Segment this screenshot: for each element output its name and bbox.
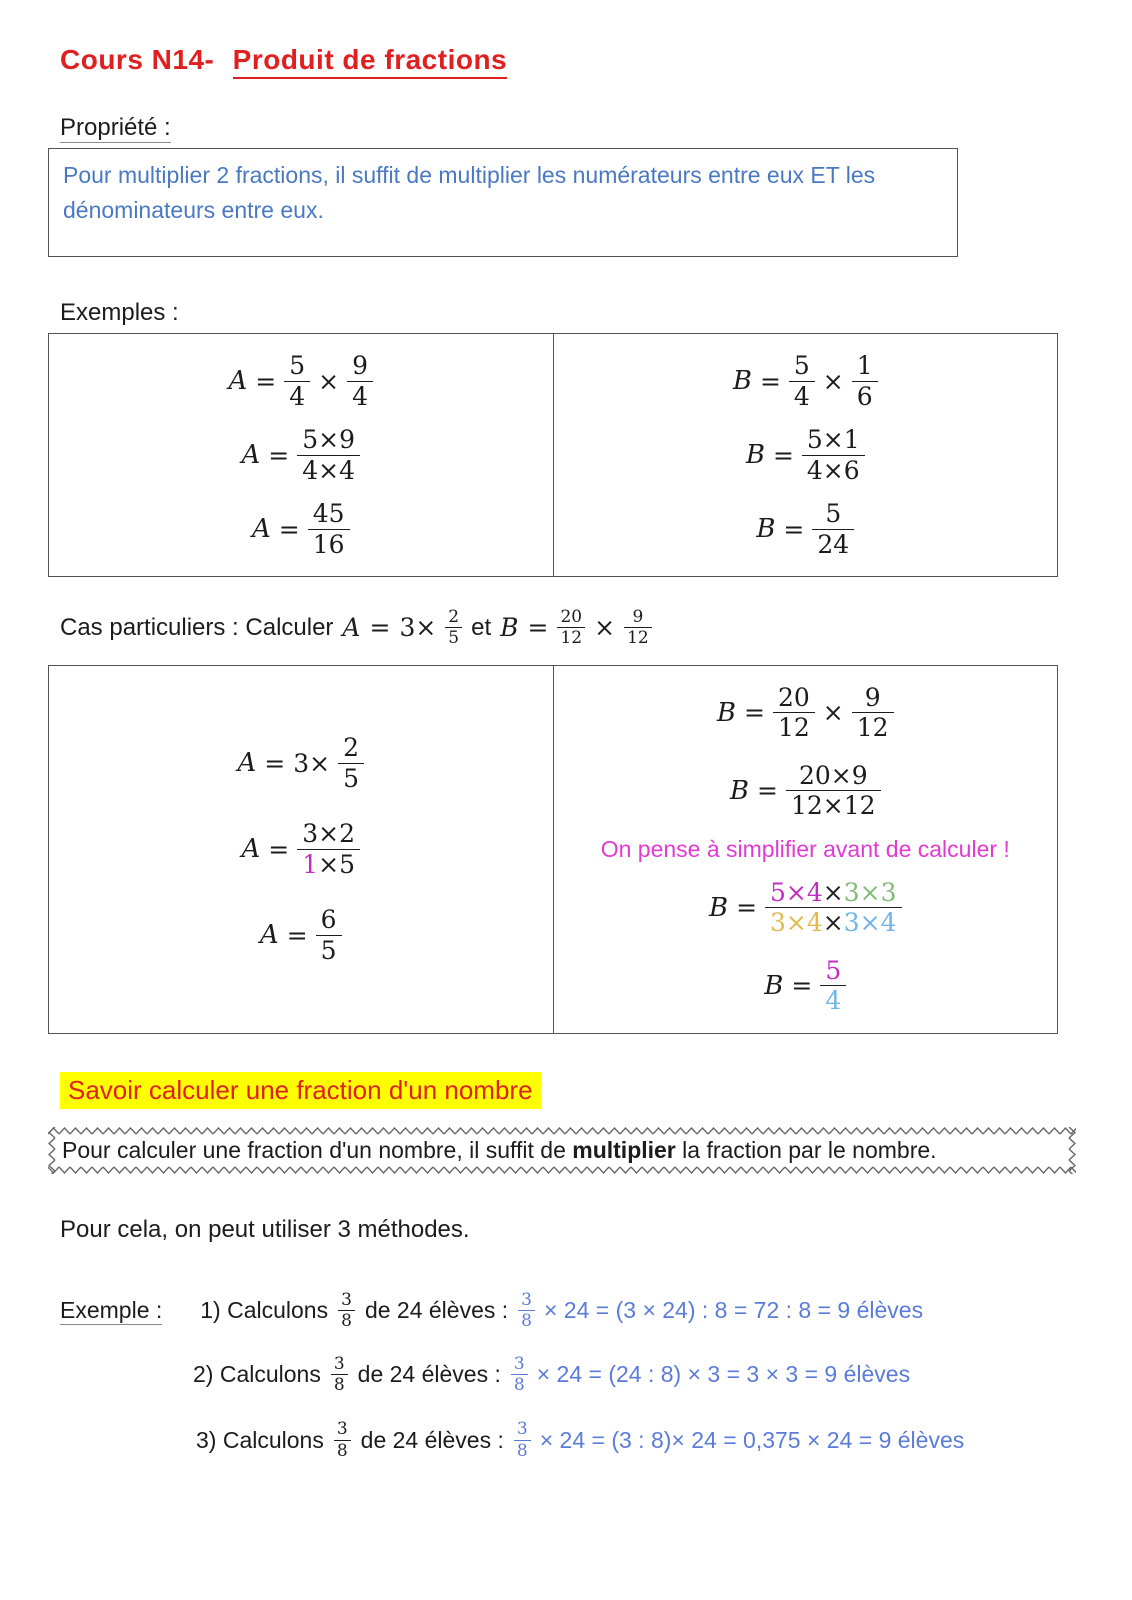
equation-b2: B = $\frac{20\times 9}{12\times 12}$ <box>560 761 1052 821</box>
simplified-one: 1 <box>302 849 319 879</box>
title-prefix: Cours N14- <box>60 44 215 75</box>
fraction: $\frac{5\times 1}{4\times 6}$ <box>802 425 865 485</box>
zigzag-border-left <box>48 1127 56 1174</box>
fraction: $\frac{5}{4}$ <box>284 351 310 411</box>
fraction: $\frac{6}{5}$ <box>316 905 342 965</box>
equation-b1: B = $\frac{20}{12}$ × $\frac{9}{12}$ <box>560 683 1052 743</box>
examples-table-cell-b <box>553 334 1058 577</box>
equation-a3: A = $\frac{45}{16}$ <box>55 499 547 559</box>
zigzag-border-bottom <box>48 1166 1076 1174</box>
property-text: Pour multiplier 2 fractions, il suffit de multiplier les numérateurs entre eux ET les dénominateurs entre eux. <box>63 162 876 223</box>
zigzag-border-right <box>1068 1127 1076 1174</box>
equation-b4: B = $\frac{5}{4}$ <box>560 956 1052 1016</box>
equation-b3-colored: B = $\frac{5\times 4\times 3\times 3}{3\times 4\times 3\times 4}$ <box>560 878 1052 938</box>
special-cases-prefix: Cas particuliers : Calculer <box>60 613 334 641</box>
fraction: $\frac{5}{4}$ <box>789 351 815 411</box>
page-title <box>60 44 1132 76</box>
exemple-label: Exemple : <box>60 1297 163 1324</box>
method-row-1: Exemple : 1) Calculons $\frac{3}{8}$ de 24 élèves : $\frac{3}{8}$ × 24 = (3 × 24) : 8 = 72 : 8 = 9 élèves <box>60 1289 924 1332</box>
fraction: $\frac{3}{8}$ <box>338 1290 355 1332</box>
fraction: $\frac{20\times 9}{12\times 12}$ <box>786 761 881 821</box>
equation-a1: A = 3× $\frac{2}{5}$ <box>55 733 547 793</box>
rule-box <box>48 1127 1076 1174</box>
rule-text: Pour calculer une fraction d'un nombre, il suffit de multiplier la fraction par le nombre. <box>62 1136 937 1163</box>
result-fraction: $\frac{5}{4}$ <box>820 956 846 1016</box>
special-cases-cell-b <box>553 665 1058 1033</box>
blue-calculation: $\frac{3}{8}$ × 24 = (24 : 8) × 3 = 3 × 3 = 9 élèves <box>511 1354 910 1396</box>
equation-b2: B = $\frac{5\times 1}{4\times 6}$ <box>560 425 1052 485</box>
property-label: Propriété : <box>60 114 171 141</box>
property-box <box>48 148 958 257</box>
section-title-highlighted: Savoir calculer une fraction d'un nombre <box>60 1072 541 1109</box>
fraction: $\frac{20}{12}$ <box>773 683 815 743</box>
fraction: $\frac{2}{5}$ <box>338 733 364 793</box>
rule-bold-word: multiplier <box>572 1136 676 1163</box>
zigzag-border-top <box>48 1127 1076 1135</box>
fraction: $\frac{9}{12}$ <box>624 607 652 649</box>
methods-intro: Pour cela, on peut utiliser 3 méthodes. <box>60 1215 470 1243</box>
fraction: $\frac{5}{24}$ <box>812 499 854 559</box>
fraction: $\frac{9}{12}$ <box>852 683 894 743</box>
method-row-3: 3) Calculons $\frac{3}{8}$ de 24 élèves : $\frac{3}{8}$ × 24 = (3 : 8)× 24 = 0,375 × 24 = 9 élèves <box>196 1419 965 1461</box>
equation-a3: A = $\frac{6}{5}$ <box>55 905 547 965</box>
fraction: $\frac{5\times 9}{4\times 4}$ <box>297 425 360 485</box>
fraction: $\frac{1}{6}$ <box>852 351 878 411</box>
colored-fraction: $\frac{5\times 4\times 3\times 3}{3\times 4\times 3\times 4}$ <box>765 878 901 938</box>
fraction: $\frac{3}{8}$ <box>511 1354 528 1396</box>
equation-a1: A = $\frac{5}{4}$ × $\frac{9}{4}$ <box>55 351 547 411</box>
special-cases-line: Cas particuliers : Calculer A = 3× $\frac{2}{5}$ et B = $\frac{20}{12}$ × $\frac{9}{12}$ <box>60 607 1132 649</box>
title-main: Produit de fractions <box>233 44 507 79</box>
equation-b1: B = $\frac{5}{4}$ × $\frac{1}{6}$ <box>560 351 1052 411</box>
fraction: $\frac{9}{4}$ <box>347 351 373 411</box>
examples-table <box>48 333 1058 577</box>
fraction: $\frac{20}{12}$ <box>557 607 585 649</box>
method-row-2: 2) Calculons $\frac{3}{8}$ de 24 élèves : $\frac{3}{8}$ × 24 = (24 : 8) × 3 = 3 × 3 = 9 élèves <box>193 1353 911 1395</box>
blue-calculation: $\frac{3}{8}$ × 24 = (3 × 24) : 8 = 72 : 8 = 9 élèves <box>518 1290 923 1332</box>
fraction: $\frac{2}{5}$ <box>445 607 462 649</box>
fraction: $\frac{3}{8}$ <box>331 1354 348 1396</box>
simplify-note: On pense à simplifier avant de calculer ! <box>600 835 1010 862</box>
equation-b3: B = $\frac{5}{24}$ <box>560 499 1052 559</box>
special-cases-cell-a <box>49 665 554 1033</box>
equation-a2: A = $\frac{5\times 9}{4\times 4}$ <box>55 425 547 485</box>
examples-table-cell-a <box>49 334 554 577</box>
fraction: $\frac{45}{16}$ <box>308 499 350 559</box>
fraction: $\frac{3}{8}$ <box>518 1290 535 1332</box>
special-cases-table <box>48 665 1058 1034</box>
examples-label: Exemples : <box>60 299 179 326</box>
equation-a2: A = $\frac{3\times 2}{1\times 5}$ <box>55 819 547 879</box>
fraction: $\frac{3}{8}$ <box>334 1419 351 1461</box>
fraction: $\frac{3\times 2}{1\times 5}$ <box>297 819 360 879</box>
fraction: $\frac{3}{8}$ <box>514 1419 531 1461</box>
blue-calculation: $\frac{3}{8}$ × 24 = (3 : 8)× 24 = 0,375 × 24 = 9 élèves <box>514 1419 964 1461</box>
